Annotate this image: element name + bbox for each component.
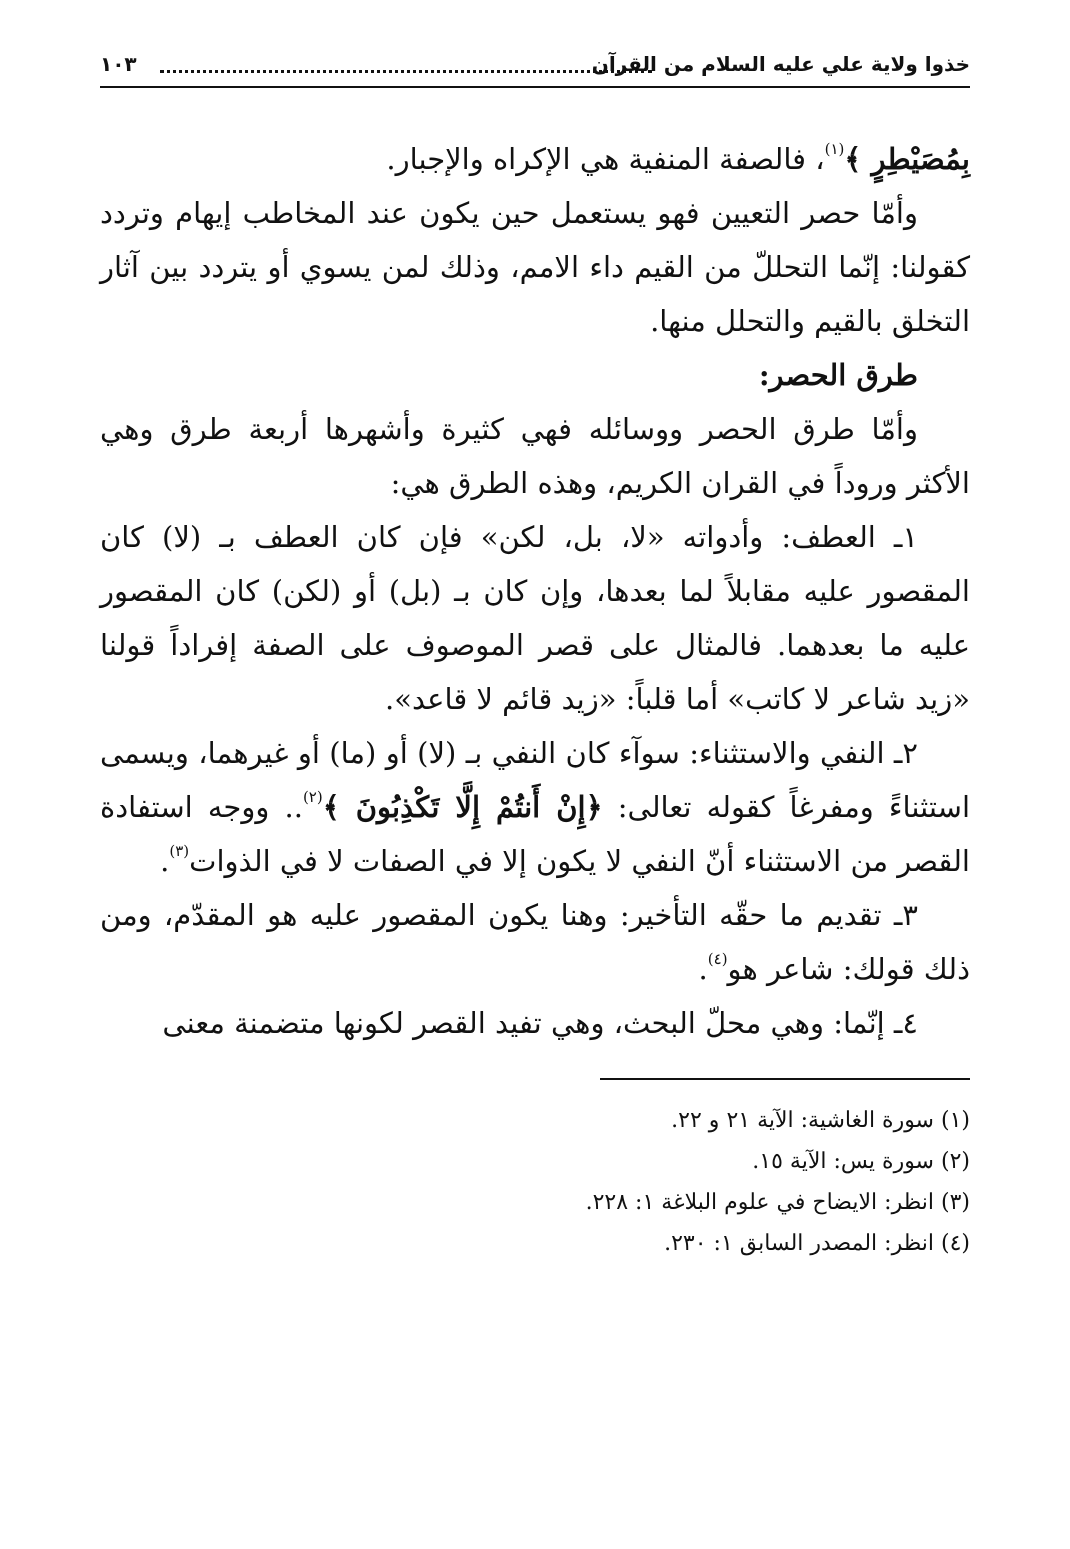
book-page — [100, 40, 970, 1530]
paragraph-text: .. ووجه استفادة القصر من الاستثناء أنّ النفي لا يكون إلا في الصفات لا في الذوات — [100, 790, 970, 878]
footnote-divider — [600, 1078, 970, 1080]
paragraph-text: ٢ـ النفي والاستثناء: سوآء كان النفي بـ (لا) أو (ما) أو غيرهما، ويسمى استثناءً ومفرغاً كقوله تعالى: — [100, 736, 970, 824]
paragraph: وأمّا طرق الحصر ووسائله فهي كثيرة وأشهرها أربعة طرق وهي الأكثر وروداً في القران الكريم، وهذه الطرق هي: — [100, 412, 970, 500]
leader-dots — [160, 70, 652, 73]
quran-verse: ﴿إِنْ أَنتُمْ إِلَّا تَكْذِبُونَ ﴾ — [322, 790, 603, 824]
footnote-ref: (١) — [824, 140, 845, 159]
footnotes — [100, 1100, 970, 1264]
section-heading: طرق الحصر: — [758, 358, 918, 392]
running-header — [100, 40, 970, 88]
paragraph-continuation — [100, 132, 970, 186]
paragraph-end: . — [698, 952, 708, 986]
footnote: (٤) انظر: المصدر السابق ١: ٢٣٠. — [664, 1231, 970, 1256]
footnote: (٣) انظر: الايضاح في علوم البلاغة ١: ٢٢٨. — [585, 1190, 970, 1215]
quran-verse: بِمُصَيْطِرٍ ﴾ — [844, 142, 970, 176]
running-title: خذوا ولاية علي عليه السلام من القرآن — [591, 52, 970, 76]
footnote-ref: (٤) — [707, 950, 728, 969]
footnote: (١) سورة الغاشية: الآية ٢١ و ٢٢. — [671, 1108, 970, 1133]
paragraph-text: ، فالصفة المنفية هي الإكراه والإجبار. — [386, 142, 825, 176]
main-text — [100, 132, 970, 1050]
paragraph — [100, 726, 970, 888]
paragraph: ٤ـ إنّما: وهي محلّ البحث، وهي تفيد القصر لكونها متضمنة معنى — [162, 1006, 918, 1040]
footnote-ref: (٢) — [302, 788, 323, 807]
paragraph: وأمّا حصر التعيين فهو يستعمل حين يكون عند المخاطب إيهام وتردد كقولنا: إنّما التحللّ من القيم داء الامم، وذلك لمن يسوي أو يتردد بين آثار التخلق بالقيم والتحلل منها. — [100, 196, 970, 338]
paragraph: ١ـ العطف: وأدواته «لا، بل، لكن» فإن كان العطف بـ (لا) كان المقصور عليه مقابلاً لما بعدها، وإن كان بـ (بل) أو (لكن) كان المقصور عليه ما بعدهما. فالمثال على قصر الموصوف على الصفة إفراداً قولنا «زيد شاعر لا كاتب» أما قلباً: «زيد قائم لا قاعد». — [100, 520, 970, 716]
paragraph-text: ٣ـ تقديم ما حقّه التأخير: وهنا يكون المقصور عليه هو المقدّم، ومن ذلك قولك: شاعر هو — [100, 898, 970, 986]
paragraph-end: . — [160, 844, 170, 878]
footnote-ref: (٣) — [169, 842, 190, 861]
paragraph — [100, 888, 970, 996]
page-number: ١٠٣ — [100, 52, 137, 76]
footnote: (٢) سورة يس: الآية ١٥. — [752, 1149, 970, 1174]
